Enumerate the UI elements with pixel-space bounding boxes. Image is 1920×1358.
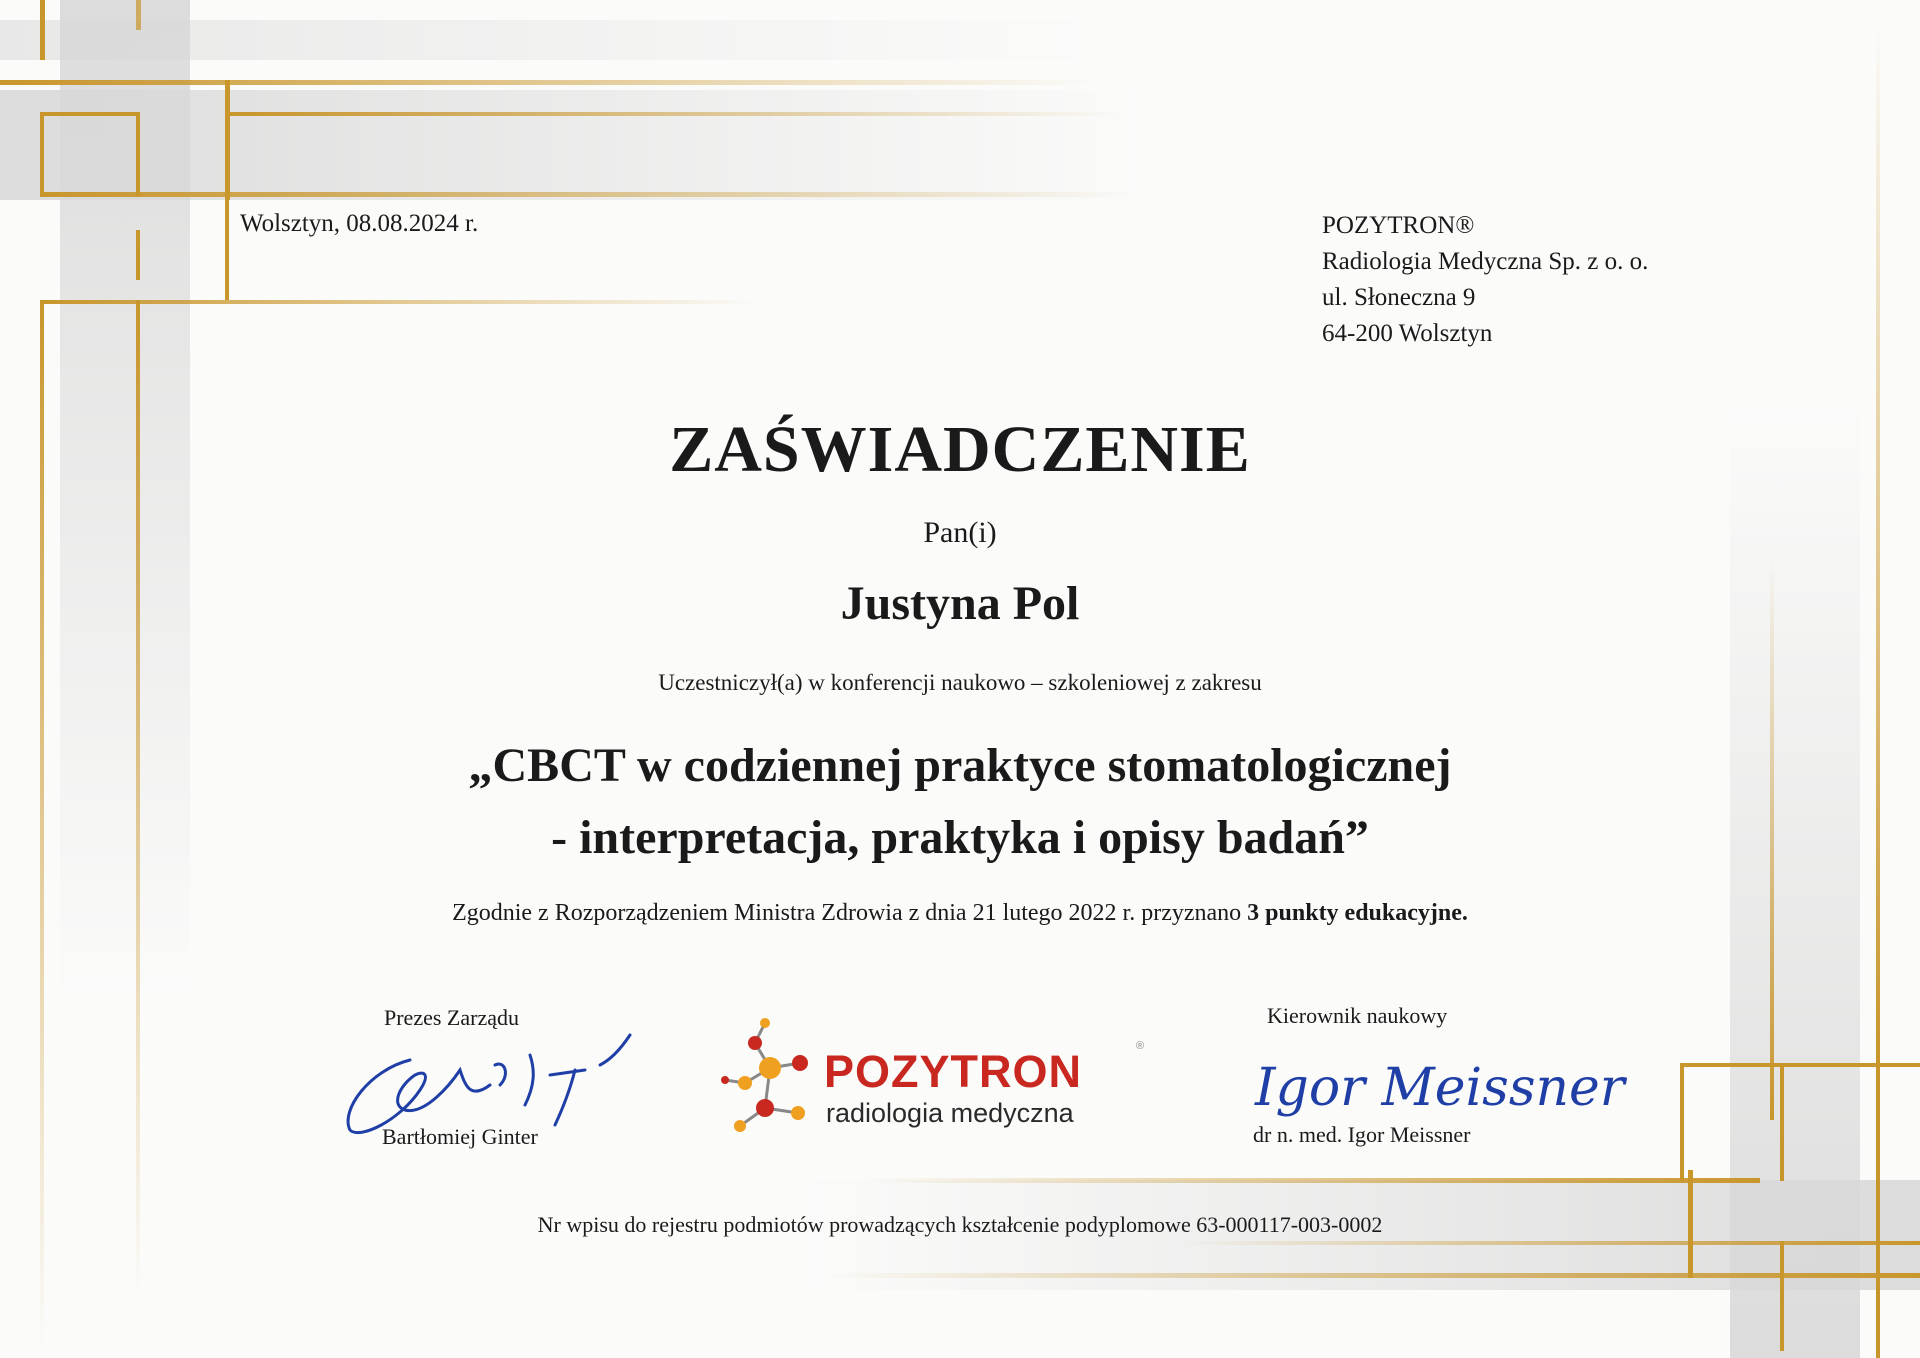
issuer-city: 64-200 Wolsztyn	[1322, 320, 1493, 347]
legal-statement	[0, 900, 1920, 927]
left-signer-role: Prezes Zarządu	[384, 1005, 519, 1030]
left-signer-name: Bartłomiej Ginter	[382, 1124, 538, 1149]
logo-tagline: radiologia medyczna	[826, 1098, 1074, 1128]
issuer-address	[1322, 208, 1648, 352]
right-signer-role: Kierownik naukowy	[1267, 1003, 1448, 1028]
logo-registered-mark: ®	[1136, 1040, 1145, 1052]
right-signature-handwriting: Igor Meissner	[1255, 1058, 1625, 1118]
issuer-company: Radiologia Medyczna Sp. z o. o.	[1322, 248, 1649, 275]
right-signature	[1250, 1035, 1625, 1125]
pozytron-logo	[720, 1018, 1150, 1138]
issuer-street: ul. Słoneczna 9	[1322, 284, 1476, 311]
topic-line-1: „CBCT w codziennej praktyce stomatologicznej	[468, 739, 1452, 792]
right-signer-name: dr n. med. Igor Meissner	[1253, 1122, 1471, 1147]
registry-number: Nr wpisu do rejestru podmiotów prowadzących kształcenie podyplomowe 63-000117-003-0002	[537, 1212, 1383, 1237]
participation-text: Uczestniczył(a) w konferencji naukowo – szkoleniowej z zakresu	[658, 670, 1262, 695]
place-date: Wolsztyn, 08.08.2024 r.	[240, 210, 479, 237]
issuer-brand: POZYTRON®	[1322, 212, 1475, 239]
topic-line-2: - interpretacja, praktyka i opisy badań”	[551, 811, 1369, 864]
molecule-icon	[720, 1018, 820, 1138]
logo-wordmark: POZYTRON	[824, 1046, 1083, 1097]
education-points: 3 punkty edukacyjne.	[1247, 900, 1468, 926]
salutation: Pan(i)	[923, 516, 997, 549]
recipient-name: Justyna Pol	[840, 577, 1080, 630]
legal-text: Zgodnie z Rozporządzeniem Ministra Zdrowia z dnia 21 lutego 2022 r. przyznano	[452, 900, 1248, 926]
certificate-title: ZAŚWIADCZENIE	[669, 413, 1251, 486]
